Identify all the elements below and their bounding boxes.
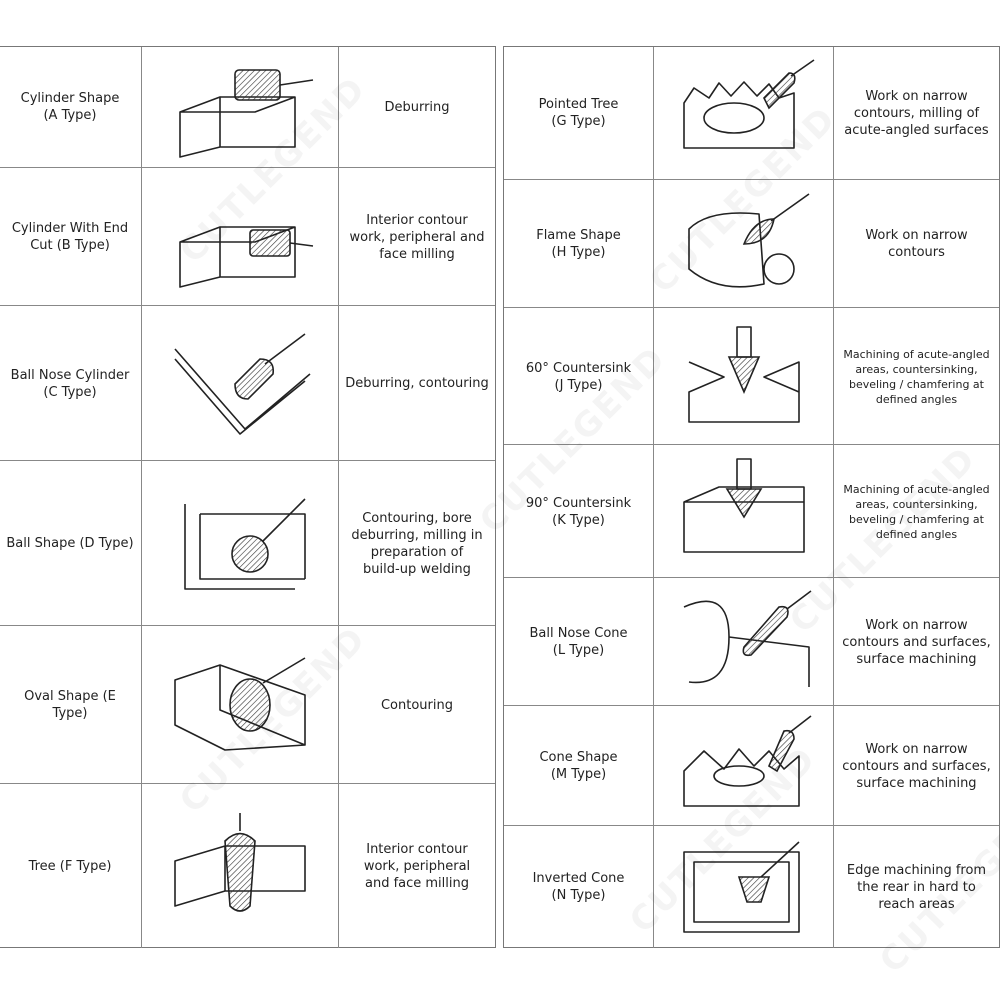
burr-application (339, 306, 495, 461)
burr-application (834, 445, 999, 578)
burr-type-name-text: Oval Shape (E Type) (24, 689, 116, 721)
burr-type-name-text: Tree (F Type) (28, 858, 112, 874)
burr-row (504, 577, 999, 706)
cylinder-end-cut-burr-icon (142, 168, 339, 306)
burr-row (504, 705, 999, 826)
burr-row (0, 305, 495, 461)
burr-application (339, 47, 495, 167)
burr-type-name-text: 90° Countersink (K Type) (525, 495, 632, 528)
ball-burr-icon (142, 461, 339, 626)
burr-type-name (0, 626, 142, 784)
burr-type-name (0, 784, 142, 948)
burr-application (339, 626, 495, 784)
burr-row (504, 444, 999, 578)
burr-application-text: Work on narrow contours and surfaces, surface machining (842, 617, 991, 667)
burr-application (834, 826, 999, 948)
burr-row (0, 625, 495, 784)
burr-type-name (504, 826, 654, 948)
burr-type-name (504, 578, 654, 706)
cylinder-burr-icon (142, 47, 339, 167)
burr-type-name (0, 461, 142, 626)
burr-table-left (0, 46, 496, 948)
burr-type-name-text: Cylinder Shape (A Type) (20, 91, 120, 123)
burr-type-name (504, 308, 654, 445)
burr-type-name-text: Ball Shape (D Type) (6, 536, 134, 551)
burr-application-text: Deburring (384, 99, 450, 115)
burr-application-text: Machining of acute-angled areas, countersinking, beveling / chamfering at defined angles (843, 482, 990, 541)
burr-application-text: Contouring, bore deburring, milling in preparation of build-up welding (351, 510, 483, 577)
burr-application (339, 784, 495, 948)
burr-type-name (0, 168, 142, 306)
burr-row (504, 307, 999, 445)
burr-type-name-text: Flame Shape (H Type) (536, 228, 621, 260)
burr-application (339, 168, 495, 306)
burr-row (504, 47, 999, 179)
ball-nose-cylinder-burr-icon (142, 306, 339, 461)
burr-type-name (504, 706, 654, 826)
cone-burr-icon (654, 706, 834, 826)
tree-burr-icon (142, 784, 339, 948)
pointed-tree-burr-icon (654, 47, 834, 179)
burr-row (0, 460, 495, 626)
burr-application-text: Work on narrow contours, milling of acute-angled surfaces (844, 88, 989, 138)
burr-application (834, 578, 999, 706)
burr-type-name-text: Inverted Cone (N Type) (532, 871, 625, 903)
countersink-90-burr-icon (654, 445, 834, 578)
burr-type-name-text: Ball Nose Cone (L Type) (529, 626, 628, 658)
burr-application-text: Edge machining from the rear in hard to reach areas (846, 862, 987, 912)
countersink-60-burr-icon (654, 308, 834, 445)
burr-application (834, 308, 999, 445)
burr-type-name-text: 60° Countersink (J Type) (525, 360, 632, 393)
burr-application-text: Interior contour work, peripheral and face milling (349, 212, 485, 262)
inverted-cone-burr-icon (654, 826, 834, 948)
burr-type-name (0, 47, 142, 167)
burr-type-name (504, 180, 654, 308)
burr-type-name (0, 306, 142, 461)
burr-application-text: Deburring, contouring (345, 376, 489, 391)
burr-table-right (503, 46, 1000, 948)
burr-row (504, 179, 999, 308)
burr-application-text: Work on narrow contours and surfaces, surface machining (842, 741, 991, 791)
burr-application (834, 706, 999, 826)
burr-application (339, 461, 495, 626)
oval-burr-icon (142, 626, 339, 784)
ball-nose-cone-burr-icon (654, 578, 834, 706)
burr-type-name-text: Ball Nose Cylinder (C Type) (10, 367, 130, 400)
burr-application (834, 180, 999, 308)
burr-type-name-text: Cylinder With End Cut (B Type) (11, 221, 129, 253)
burr-application-text: Interior contour work, peripheral and face milling (363, 841, 471, 891)
burr-row (0, 167, 495, 306)
burr-type-name (504, 445, 654, 578)
burr-type-name-text: Pointed Tree (G Type) (538, 97, 619, 129)
burr-row (504, 825, 999, 948)
burr-row (0, 47, 495, 167)
burr-application-text: Contouring (380, 697, 453, 713)
burr-application-text: Work on narrow contours (865, 228, 968, 260)
burr-application (834, 47, 999, 179)
burr-application-text: Machining of acute-angled areas, countersinking, beveling / chamfering at defined angles (843, 347, 990, 406)
burr-row (0, 783, 495, 948)
burr-type-name (504, 47, 654, 179)
flame-burr-icon (654, 180, 834, 308)
burr-type-name-text: Cone Shape (M Type) (539, 750, 618, 782)
